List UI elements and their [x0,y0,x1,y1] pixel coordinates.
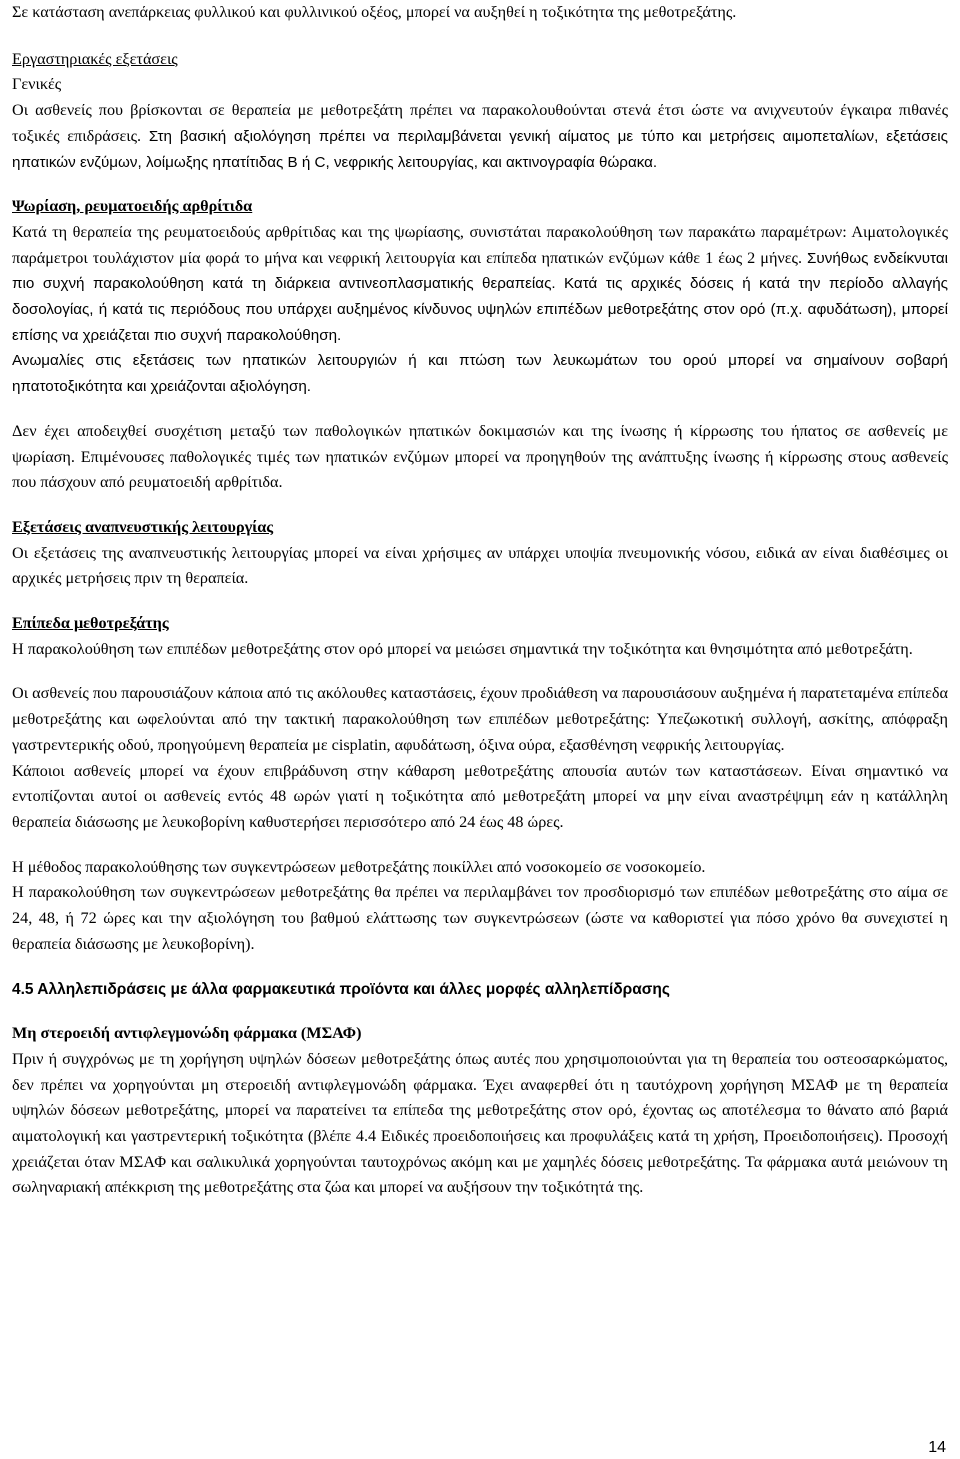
document-page [12,0,948,1201]
respiratory-paragraph: Οι εξετάσεις της αναπνευστικής λειτουργίας μπορεί να είναι χρήσιμες αν υπάρχει υποψία πνευμονικής νόσου, ειδικά αν είναι διαθέσιμες οι αρχικές μετρήσεις πριν τη θεραπεία. [12,543,948,588]
lab-text-serif: Οι ασθενείς που βρίσκονται σε θεραπεία με μεθοτρεξάτη πρέπει να παρακολουθούνται στενά έτσι ώστε να ανιχνευτούν έγκαιρα πιθανές τοξικές επιδράσεις. [12,101,948,145]
psoriasis-p1-c: Κατά τις αρχικές δόσεις ή κατά την περίοδο αλλαγής δοσολογίας, ή κατά τις περιόδους που υπάρχει αυξημένος κίνδυνος υψηλών επιπέδων μεθοτρεξάτης στον ορό (π.χ. αφυδάτωση), μπορεί επίσης να χρειάζεται πιο συχνή παρακολούθηση. [12,275,948,344]
levels-paragraph-5: Η παρακολούθηση των συγκεντρώσεων μεθοτρεξάτης θα πρέπει να περιλαμβάνει τον προσδιορισμό των επιπέδων μεθοτρεξάτης στο αίμα σε 24, 48, ή 72 ώρες και την αξιολόγηση του βαθμού ελάττωσης των συγκεντρώσεων (ώστε να καθοριστεί για πόσο χρόνο θα συνεχιστεί η θεραπεία διάσωσης με λευκοβορίνη). [12,883,948,953]
levels-paragraph-1: Η παρακολούθηση των επιπέδων μεθοτρεξάτης στον ορό μπορεί να μειώσει σημαντικά την τοξικότητα και θνησιμότητα από μεθοτρεξάτη. [12,639,913,658]
psoriasis-paragraph-1 [12,220,948,349]
levels-paragraph-3: Κάποιοι ασθενείς μπορεί να έχουν επιβράδυνση στην κάθαρση μεθοτρεξάτης απουσία αυτών των καταστάσεων. Είναι σημαντικό να εντοπίζονται αυτοί οι ασθενείς εντός 48 ωρών γιατί η τοξικότητα από μεθοτρεξάτη μπορεί να μην είναι αναστρέψιμη εάν η κατάλληλη θεραπεία διάσωσης με λευκοβορίνη καθυστερήσει περισσότερο από 24 έως 48 ώρες. [12,761,948,831]
levels-heading: Επίπεδα μεθοτρεξάτης [12,614,169,633]
intro-paragraph: Σε κατάσταση ανεπάρκειας φυλλικού και φυλλινικού οξέος, μπορεί να αυξηθεί η τοξικότητα της μεθοτρεξάτης. [12,3,737,21]
lab-tests-heading: Εργαστηριακές εξετάσεις [12,49,178,68]
psoriasis-paragraph-2: Ανωμαλίες στις εξετάσεις των ηπατικών λειτουργιών ή και πτώση των λευκωμάτων του ορού μπορεί να σημαίνουν σοβαρή ηπατοτοξικότητα και χρειάζονται αξιολόγηση. [12,352,948,396]
page-number: 14 [928,1439,946,1456]
nsaid-heading: Μη στεροειδή αντιφλεγμονώδη φάρμακα (ΜΣΑΦ) [12,1024,362,1043]
lab-text-sans: Στη βασική αξιολόγηση πρέπει να περιλαμβάνεται γενική αίματος με τύπο και μετρήσεις αιμοπεταλίων, εξετάσεις ηπατικών ενζύμων, λοίμωξης ηπατίτιδας B ή C, νεφρικής λειτουργίας, και ακτινογραφία θώρακα. [12,127,948,171]
levels-paragraph-2: Οι ασθενείς που παρουσιάζουν κάποια από τις ακόλουθες καταστάσεις, έχουν προδιάθεση να παρουσιάσουν αυξημένα ή παρατεταμένα επίπεδα μεθοτρεξάτης και ωφελούνται από την τακτική παρακολούθηση των επιπέδων μεθοτρεξάτης: Υπεζωκοτική συλλογή, ασκίτης, απόφραξη γαστρεντερικής οδού, προηγούμενη θεραπεία με cisplatin, αφυδάτωση, όξινα ούρα, εξασθένηση νεφρικής λειτουργίας. [12,684,948,754]
psoriasis-heading: Ψωρίαση, ρευματοειδής αρθρίτιδα [12,197,253,216]
lab-tests-paragraph [12,98,948,175]
psoriasis-paragraph-3: Δεν έχει αποδειχθεί συσχέτιση μεταξύ των παθολογικών ηπατικών δοκιμασιών και της ίνωσης ή κίρρωσης του ήπατος σε ασθενείς με ψωρίαση. Επιμένουσες παθολογικές τιμές των ηπατικών ενζύμων μπορεί να προηγηθούν της ανάπτυξης ίνωσης ή κίρρωσης στους ασθενείς που πάσχουν από ρευματοειδή αρθρίτιδα. [12,421,948,492]
psoriasis-p1-serif: Κατά τη θεραπεία της ρευματοειδούς αρθρίτιδας και της ψωρίασης, συνιστάται παρακολούθηση των παρακάτω παραμέτρων: Αιματολογικές παράμετροι τουλάχιστον μία φορά το μήνα και νεφρική λειτουργία και επίπεδα ηπατικών ενζύμων κάθε 1 έως 2 μήνες. [12,222,948,267]
psoriasis-p1-b: Συνήθως ενδείκνυται πιο συχνή παρακολούθηση κατά τη διάρκεια αντινεοπλασματικής θεραπείας. [12,249,948,293]
nsaid-paragraph: Πριν ή συγχρόνως με τη χορήγηση υψηλών δόσεων μεθοτρεξάτης όπως αυτές που χρησιμοποιούνται για τη θεραπεία του οστεοσαρκώματος, δεν πρέπει να χορηγούνται μη στεροειδή αντιφλεγμονώδη φάρμακα. Έχει αναφερθεί ότι η ταυτόχρονη χορήγηση ΜΣΑΦ με τη θεραπεία υψηλών δόσεων μεθοτρεξάτης, μπορεί να παρατείνει τα επίπεδα της μεθοτρεξάτης στον ορό, έχοντας ως αποτέλεσμα το θάνατο από βαριά αιματολογική και γαστρεντερική τοξικότητα (βλέπε 4.4 Ειδικές προειδοποιήσεις και προφυλάξεις κατά τη χρήση, Προειδοποιήσεις). Προσοχή χρειάζεται όταν ΜΣΑΦ και σαλικυλικά χορηγούνται ταυτοχρόνως ακόμη και με χαμηλές δόσεις μεθοτρεξάτης. Τα φάρμακα αυτά μειώνουν τη σωληναριακή απέκκριση της μεθοτρεξάτης στα ζώα και μπορεί να αυξήσουν την τοξικότητά της. [12,1049,948,1197]
interactions-heading: 4.5 Αλληλεπιδράσεις με άλλα φαρμακευτικά προϊόντα και άλλες μορφές αλληλεπίδρασης [12,980,670,998]
respiratory-heading: Εξετάσεις αναπνευστικής λειτουργίας [12,517,274,536]
levels-paragraph-4: Η μέθοδος παρακολούθησης των συγκεντρώσεων μεθοτρεξάτης ποικίλλει από νοσοκομείο σε νοσοκομείο. [12,857,706,876]
general-subheading: Γενικές [12,75,62,94]
